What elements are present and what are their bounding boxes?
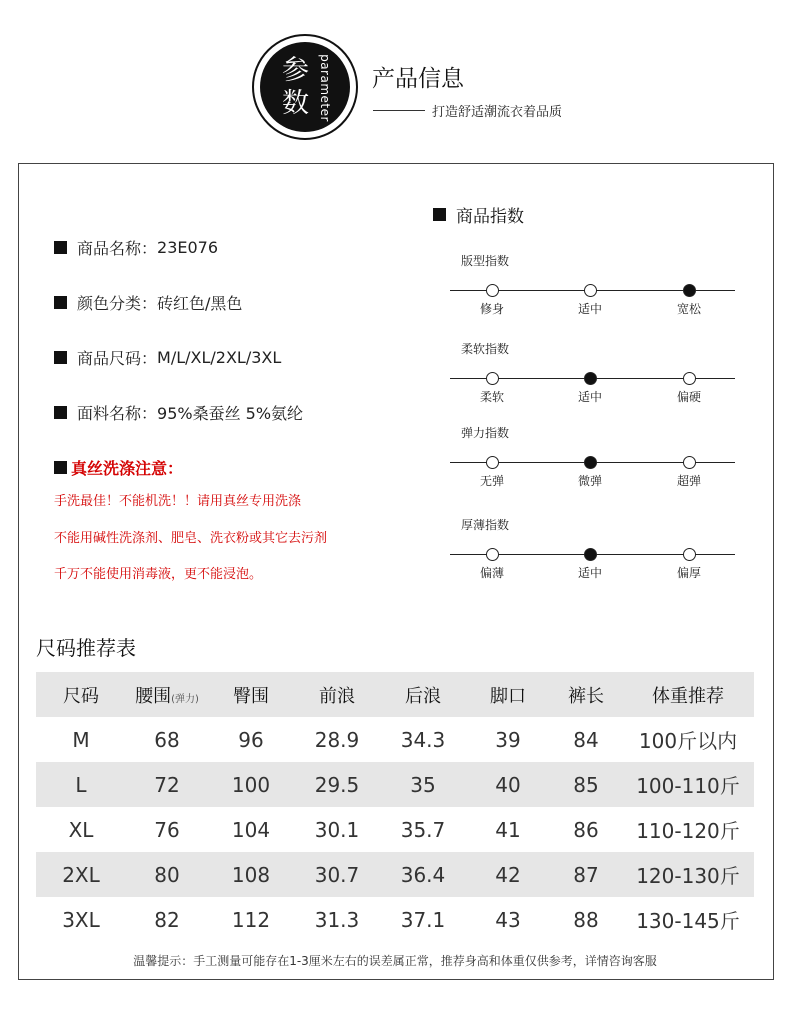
index-option-label: 偏厚: [676, 566, 701, 580]
info-row-fabric: [54, 401, 303, 424]
index-option-label: 适中: [577, 566, 602, 580]
care-title: [54, 456, 183, 479]
table-cell: 35: [410, 772, 436, 797]
index-option-label: 偏硬: [676, 390, 701, 404]
table-row: [36, 807, 754, 852]
info-row-name: [54, 236, 218, 259]
care-title-text: 真丝洗涤注意：: [71, 459, 184, 478]
info-label: 面料名称：: [77, 404, 158, 423]
index-option-label: 柔软: [479, 390, 504, 404]
table-cell: 100-110斤: [636, 774, 740, 798]
empty-dot-icon: [584, 284, 597, 297]
info-label: 颜色分类：: [77, 294, 158, 313]
table-cell: M: [72, 727, 90, 752]
table-cell: 100: [231, 772, 271, 797]
table-header-row: [36, 672, 754, 717]
column-header: 尺码: [63, 685, 99, 707]
table-cell: 28.9: [314, 727, 360, 752]
column-header: 前浪: [319, 685, 355, 707]
selected-dot-icon: [584, 456, 597, 469]
table-cell: 84: [573, 727, 599, 752]
table-cell: 80: [154, 862, 180, 887]
table-cell: XL: [68, 817, 94, 842]
index-label: 柔软指数: [461, 342, 510, 356]
table-cell: 31.3: [314, 907, 360, 932]
table-cell: 100斤以内: [638, 729, 738, 753]
info-value: 95%桑蚕丝 5%氨纶: [157, 404, 304, 423]
table-cell: 110-120斤: [636, 819, 740, 843]
info-label: 商品尺码：: [77, 349, 158, 368]
index-label: 弹力指数: [461, 426, 510, 440]
table-cell: 35.7: [400, 817, 446, 842]
header-divider: [373, 110, 425, 111]
table-row: [36, 897, 754, 942]
table-cell: 42: [495, 862, 521, 887]
square-bullet-icon: [54, 461, 67, 474]
table-cell: 34.3: [400, 727, 446, 752]
info-value: 砖红色/黑色: [157, 294, 243, 313]
column-header: 臀围: [233, 685, 269, 707]
column-header: 裤长: [568, 685, 604, 707]
square-bullet-icon: [54, 351, 67, 364]
square-bullet-icon: [54, 296, 67, 309]
index-label: 厚薄指数: [461, 518, 510, 532]
table-cell: 30.7: [314, 862, 360, 887]
square-bullet-icon: [433, 208, 446, 221]
index-option-label: 修身: [479, 302, 504, 316]
column-header: 体重推荐: [652, 685, 724, 707]
table-row: [36, 717, 754, 762]
table-cell: 76: [154, 817, 180, 842]
table-cell: 112: [231, 907, 271, 932]
empty-dot-icon: [683, 456, 696, 469]
selected-dot-icon: [584, 372, 597, 385]
square-bullet-icon: [54, 406, 67, 419]
table-cell: 36.4: [400, 862, 446, 887]
index-option-label: 宽松: [676, 302, 701, 316]
size-table: [36, 672, 754, 942]
badge-char-1: 参: [282, 55, 309, 86]
index-title: [433, 202, 524, 227]
page-subtitle: 打造舒适潮流衣着品质: [432, 105, 563, 120]
selected-dot-icon: [584, 548, 597, 561]
table-cell: 30.1: [314, 817, 360, 842]
index-option-label: 适中: [577, 390, 602, 404]
table-cell: 43: [495, 907, 521, 932]
table-cell: 40: [495, 772, 521, 797]
index-option-label: 超弹: [676, 474, 701, 488]
table-cell: 108: [231, 862, 271, 887]
badge-char-2: 数: [282, 88, 309, 119]
table-cell: 96: [238, 727, 264, 752]
empty-dot-icon: [486, 372, 499, 385]
empty-dot-icon: [683, 548, 696, 561]
table-cell: 29.5: [314, 772, 360, 797]
table-cell: 68: [154, 727, 180, 752]
info-value: M/L/XL/2XL/3XL: [157, 348, 282, 367]
measurement-note: 温馨提示：手工测量可能存在1-3厘米左右的误差属正常，推荐身高和体重仅供参考，详情咨询客服: [133, 954, 657, 968]
table-cell: 86: [573, 817, 599, 842]
waist-note: (弹力): [171, 693, 199, 705]
care-line: 不能用碱性洗涤剂、肥皂、洗衣粉或其它去污剂: [54, 531, 328, 546]
badge-vertical-text: parameter: [318, 54, 333, 122]
index-option-label: 无弹: [479, 474, 504, 488]
parameter-badge: [252, 34, 358, 140]
table-row: [36, 852, 754, 897]
square-bullet-icon: [54, 241, 67, 254]
info-row-color: [54, 291, 242, 314]
empty-dot-icon: [486, 456, 499, 469]
page-title: 产品信息: [372, 66, 464, 92]
column-header: [126, 682, 208, 708]
column-header: 后浪: [405, 685, 441, 707]
table-cell: 120-130斤: [636, 864, 740, 888]
table-body: [36, 717, 754, 942]
table-row: [36, 762, 754, 807]
table-cell: 39: [495, 727, 521, 752]
index-option-label: 偏薄: [479, 566, 504, 580]
index-label: 版型指数: [461, 254, 510, 268]
table-cell: 130-145斤: [636, 909, 740, 933]
column-header-text: 腰围: [135, 685, 172, 707]
table-cell: 104: [231, 817, 271, 842]
index-option-label: 适中: [577, 302, 602, 316]
care-line: 千万不能使用消毒液，更不能浸泡。: [54, 567, 263, 582]
care-line: 手洗最佳！不能机洗！！请用真丝专用洗涤: [54, 494, 302, 509]
column-header: 脚口: [490, 685, 526, 707]
empty-dot-icon: [683, 372, 696, 385]
table-cell: 87: [573, 862, 599, 887]
index-title-text: 商品指数: [456, 207, 524, 227]
info-row-size: [54, 346, 281, 369]
badge-circle: [260, 42, 350, 132]
table-cell: 82: [154, 907, 180, 932]
size-table-title: 尺码推荐表: [36, 636, 136, 660]
table-cell: 2XL: [62, 862, 100, 887]
table-cell: 3XL: [62, 907, 100, 932]
empty-dot-icon: [486, 284, 499, 297]
info-value: 23E076: [157, 238, 219, 257]
table-cell: 37.1: [400, 907, 446, 932]
table-cell: 85: [573, 772, 599, 797]
index-option-label: 微弹: [577, 474, 602, 488]
table-cell: 41: [495, 817, 521, 842]
table-cell: L: [75, 772, 87, 797]
info-label: 商品名称：: [77, 239, 158, 258]
empty-dot-icon: [486, 548, 499, 561]
selected-dot-icon: [683, 284, 696, 297]
table-cell: 72: [154, 772, 180, 797]
table-cell: 88: [573, 907, 599, 932]
